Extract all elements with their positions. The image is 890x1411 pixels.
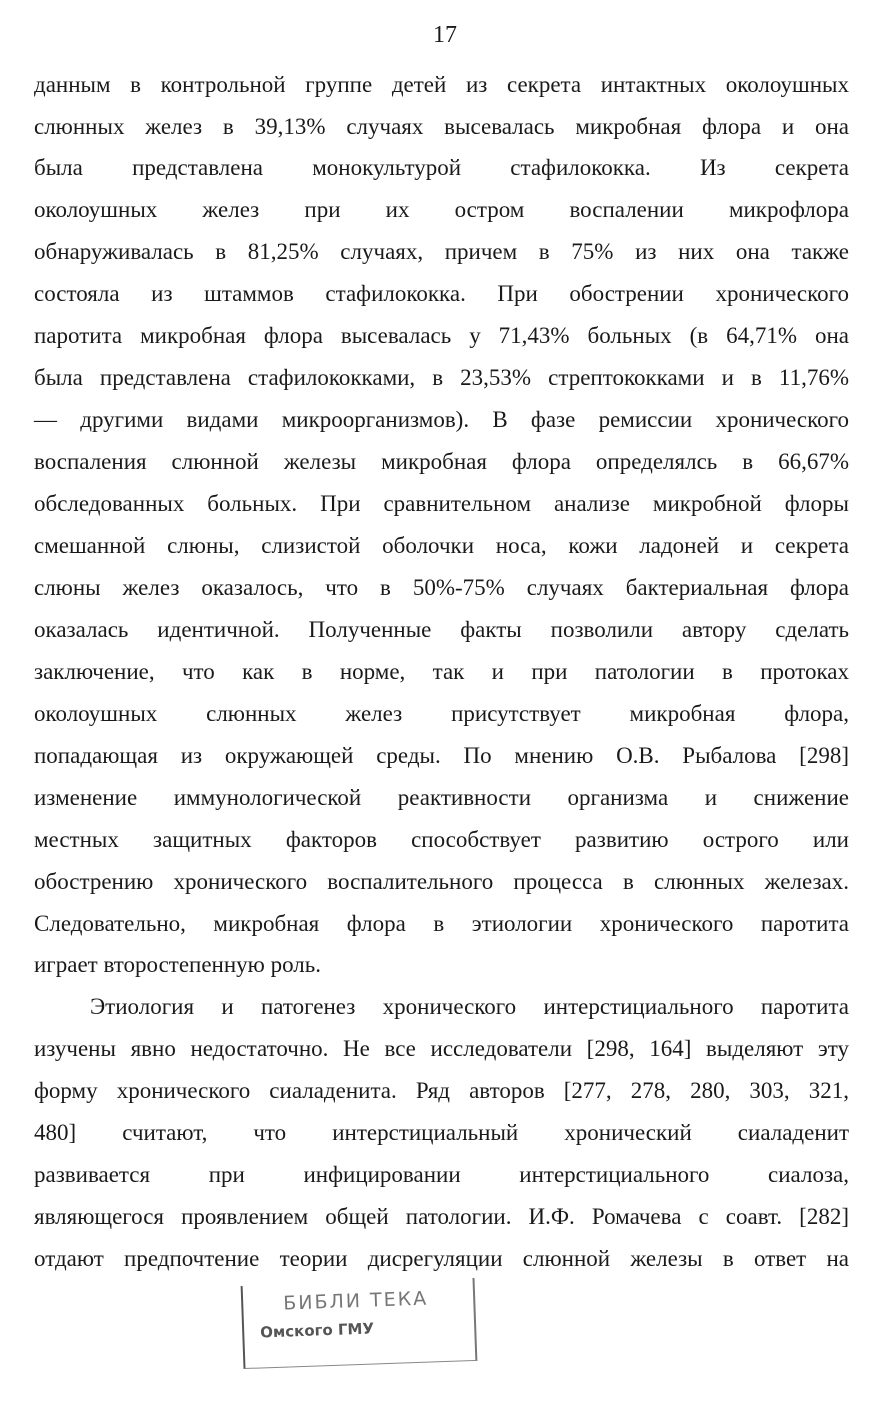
text-line: обнаруживалась в 81,25% случаях, причем в 75% из них она также xyxy=(34,239,849,264)
text-line: отдают предпочтение теории дисрегуляции слюнной железы в ответ на xyxy=(34,1246,849,1271)
page-number: 17 xyxy=(433,22,457,48)
text-line: смешанной слюны, слизистой оболочки носа, кожи ладоней и секрета xyxy=(34,533,849,558)
text-line: 480] считают, что интерстициальный хронический сиаладенит xyxy=(34,1120,849,1145)
text-line: — другими видами микроорганизмов). В фазе ремиссии хронического xyxy=(34,407,849,432)
text-line: являющегося проявлением общей патологии. И.Ф. Ромачева с соавт. [282] xyxy=(34,1204,849,1229)
text-line: попадающая из окружающей среды. По мнению О.В. Рыбалова [298] xyxy=(34,743,849,768)
library-stamp xyxy=(241,1278,478,1369)
text-line: местных защитных факторов способствует развитию острого или xyxy=(34,827,849,852)
text-line: воспаления слюнной железы микробная флора определялсь в 66,67% xyxy=(34,449,849,474)
text-line: была представлена монокультурой стафилококка. Из секрета xyxy=(34,155,849,180)
text-line: обследованных больных. При сравнительном анализе микробной флоры xyxy=(34,491,849,516)
text-line: околоушных слюнных желез присутствует микробная флора, xyxy=(34,701,849,726)
text-line: паротита микробная флора высевалась у 71,43% больных (в 64,71% она xyxy=(34,323,849,348)
text-line: слюны желез оказалось, что в 50%-75% случаях бактериальная флора xyxy=(34,575,849,600)
text-line: была представлена стафилококками, в 23,53% стрептококками и в 11,76% xyxy=(34,365,849,390)
text-line: изучены явно недостаточно. Не все исследователи [298, 164] выделяют эту xyxy=(34,1036,849,1061)
stamp-line-2: Омского ГМУ xyxy=(259,1319,375,1342)
text-line: данным в контрольной группе детей из секрета интактных околоушных xyxy=(34,72,849,97)
text-line: развивается при инфицировании интерстициального сиалоза, xyxy=(34,1162,849,1187)
text-line: играет второстепенную роль. xyxy=(34,952,322,977)
stamp-line-1: БИБЛИ ТЕКА xyxy=(282,1287,429,1315)
paragraph-first-line: Этиология и патогенез хронического интерстициального паротита xyxy=(90,994,849,1019)
text-line: оказалась идентичной. Полученные факты позволили автору сделать xyxy=(34,617,849,642)
text-line: заключение, что как в норме, так и при патологии в протоках xyxy=(34,659,849,684)
text-line: обострению хронического воспалительного процесса в слюнных железах. xyxy=(34,869,849,894)
text-line: слюнных желез в 39,13% случаях высевалась микробная флора и она xyxy=(34,114,849,139)
text-line: околоушных желез при их остром воспалении микрофлора xyxy=(34,197,849,222)
text-line: состояла из штаммов стафилококка. При обострении хронического xyxy=(34,281,849,306)
text-line: изменение иммунологической реактивности организма и снижение xyxy=(34,785,849,810)
text-line: Следовательно, микробная флора в этиологии хронического паротита xyxy=(34,911,849,936)
text-line: форму хронического сиаладенита. Ряд авторов [277, 278, 280, 303, 321, xyxy=(34,1078,849,1103)
